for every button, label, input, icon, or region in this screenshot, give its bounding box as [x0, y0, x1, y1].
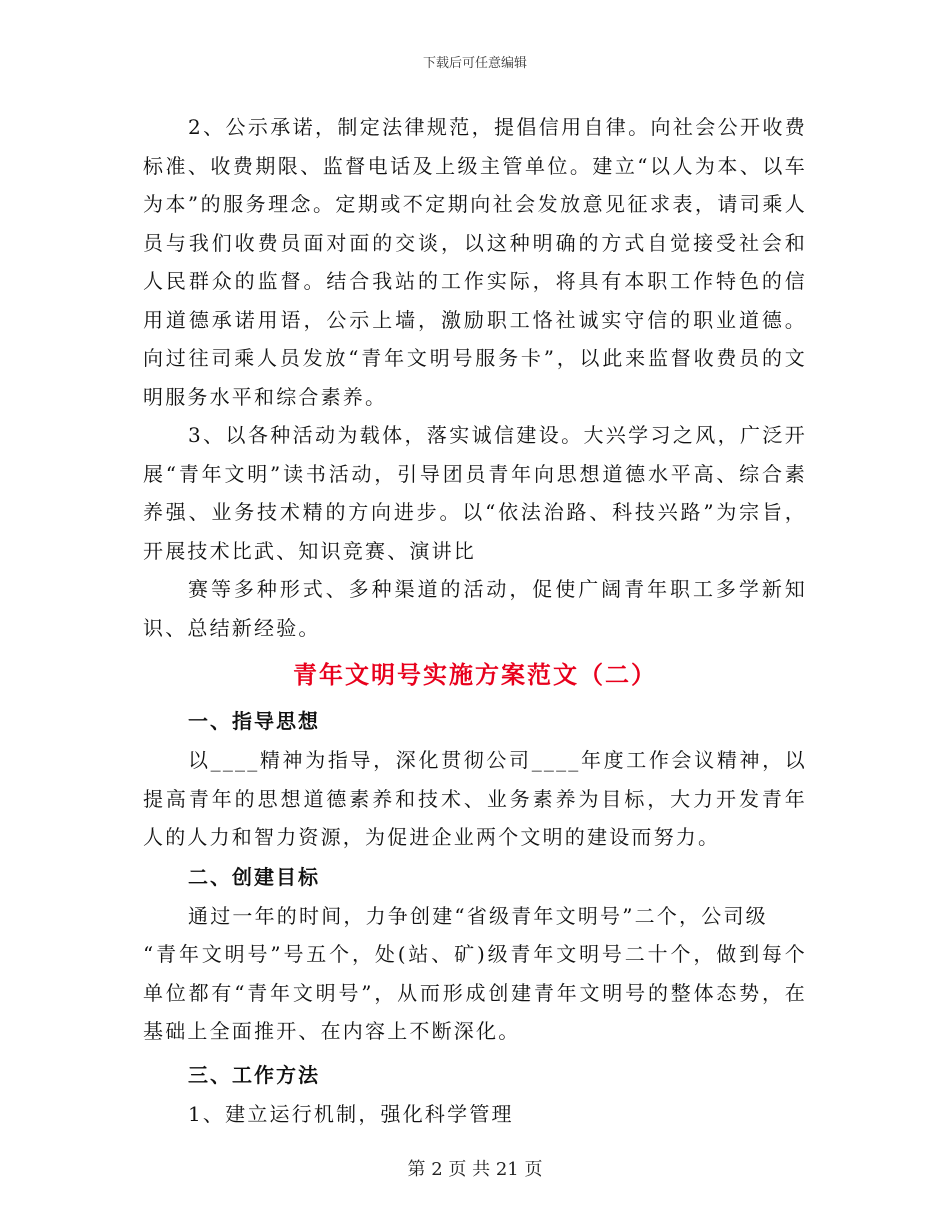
paragraph-3-continued: 赛等多种形式、多种渠道的活动，促使广阔青年职工多学新知识、总结新经验。	[143, 577, 807, 640]
creation-goal-line1: 通过一年的时间，力争创建“省级青年文明号”二个，公司级	[188, 903, 768, 928]
header-note: 下载后可任意编辑	[422, 56, 527, 71]
heading-work-method: 三、工作方法	[188, 1062, 320, 1087]
heading-guiding-ideology: 一、指导思想	[188, 709, 320, 733]
paragraph-2: 2、公示承诺，制定法律规范，提倡信用自律。向社会公开收费标准、收费期限、监督电话及上级主管单位。建立“以人为本、以车为本”的服务理念。定期或不定期向社会发放意见征求表，请司乘人员与我们收费员面对面的交谈，以这种明确的方式自觉接受社会和人民群众的监督。结合我站的工作实际，将具有本职工作特色的信用道德承诺用语，公示上墙，激励职工恪社诚实守信的职业道德。向过往司乘人员发放“青年文明号服务卡”，以此来监督收费员的文明服务水平和综合素养。	[143, 115, 807, 409]
heading-creation-goal: 二、创建目标	[188, 864, 320, 889]
creation-goal-body: “青年文明号”号五个，处(站、矿)级青年文明号二十个，做到每个单位都有“青年文明号”，从而形成创建青年文明号的整体态势，在基础上全面推开、在内容上不断深化。	[143, 942, 807, 1043]
paragraph-3: 3、以各种活动为载体，落实诚信建设。大兴学习之风，广泛开展“青年文明”读书活动，引导团员青年向思想道德水平高、综合素养强、业务技术精的方向进步。以“依法治路、科技兴路”为宗旨，开展技术比武、知识竞赛、演讲比	[143, 423, 807, 563]
work-method-item-1: 1、建立运行机制，强化科学管理	[188, 1101, 514, 1126]
section-title: 青年文明号实施方案范文（二）	[293, 660, 657, 689]
document-body	[143, 108, 807, 1133]
page-footer: 第 2 页 共 21 页	[407, 1159, 543, 1180]
guiding-ideology-body: 以____精神为指导，深化贯彻公司____年度工作会议精神，以提高青年的思想道德素养和技术、业务素养为目标，大力开发青年人的人力和智力资源，为促进企业两个文明的建设而努力。	[143, 748, 807, 849]
